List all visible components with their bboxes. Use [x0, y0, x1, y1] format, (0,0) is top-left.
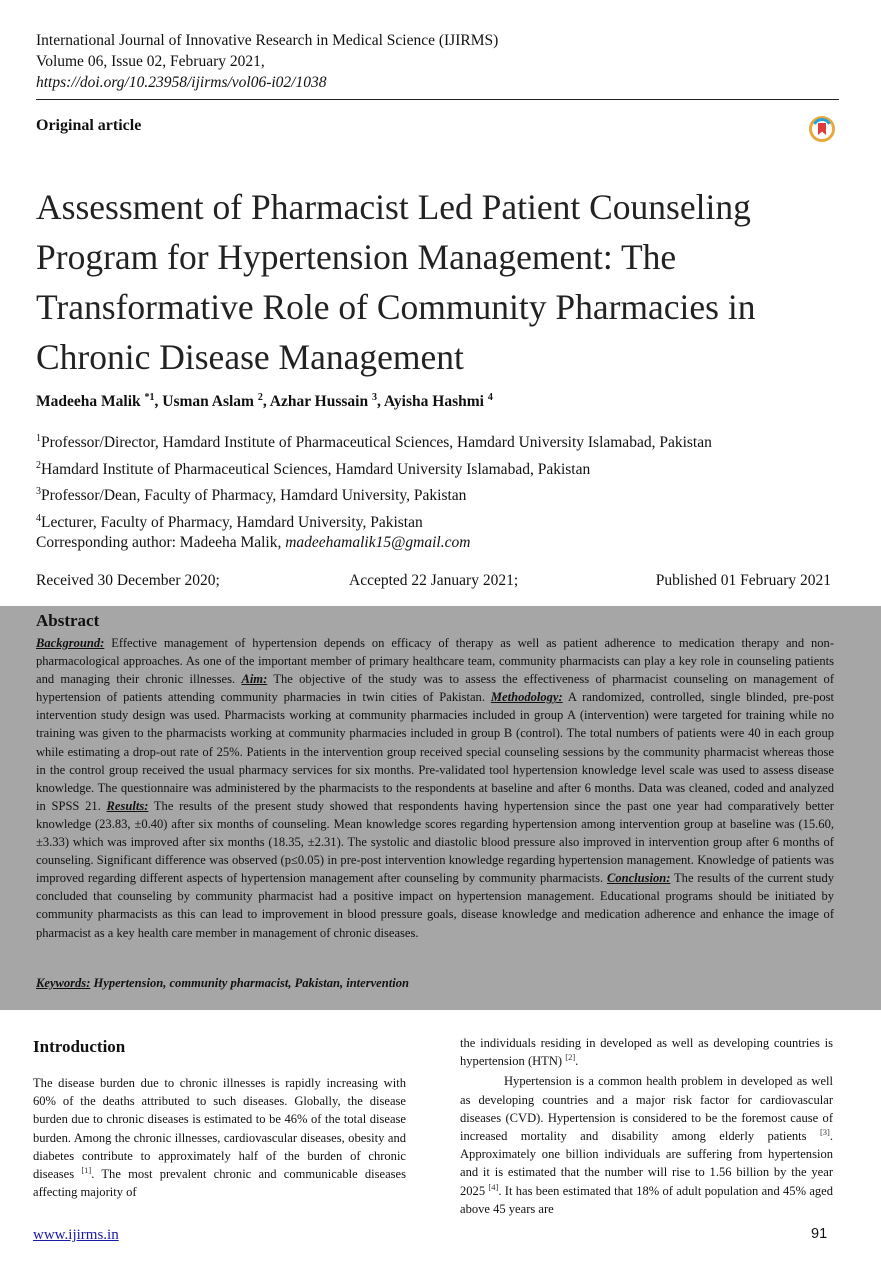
title-line: Chronic Disease Management	[36, 337, 464, 377]
author-list: Madeeha Malik $^{*1}$, Usman Aslam $^2$, Azhar Hussain $^3$, Ayisha Hashmi $^4$	[36, 392, 493, 411]
methodology-label: Methodology:	[490, 690, 563, 705]
author-name: Ayisha Hashmi	[383, 393, 484, 411]
title-line: Assessment of Pharmacist Led Patient Counseling	[36, 187, 751, 227]
author-mark: *1	[144, 392, 155, 403]
corresponding-label: Corresponding author: Madeeha Malik,	[36, 534, 286, 551]
citation-ref[interactable]: [4]	[488, 1181, 499, 1192]
author-mark: 2	[257, 392, 263, 403]
affiliation-item: $^1$Professor/Director, Hamdard Institute of Pharmaceutical Sciences, Hamdard University Islamabad, Pakistan	[36, 433, 712, 452]
article-type: Original article	[36, 117, 142, 134]
conclusion-label: Conclusion:	[606, 871, 671, 886]
citation-ref[interactable]: [2]	[565, 1052, 576, 1063]
accepted-date: Accepted 22 January 2021;	[349, 572, 519, 589]
page-number: 91	[811, 1226, 828, 1242]
affiliation-item: $^4$Lecturer, Faculty of Pharmacy, Hamdard University, Pakistan	[36, 512, 423, 532]
doi-link[interactable]: https://doi.org/10.23958/ijirms/vol06-i02/1038	[36, 74, 327, 91]
abstract-text: Background: Effective management of hypertension depends on efficacy of therapy as well as patient adherence to medication therapy and non-pharmacological approaches. As one of the important member of primary healthcare team, community pharmacists can play a key role in counseling patients and managing their chronic illnesses. Aim: The objective of the study was to assess the effectiveness of pharmacist counseling on management of hypertension of patients attending community pharmacies in twin cities of Pakistan. Methodology: A randomized, controlled, single blinded, pre-post intervention study design was used. Pharmacists working at community pharmacies included in group A (intervention) were targeted for training while no training was given to the pharmacists working at community pharmacies included in group B (control). The total numbers of patients were 40 in each group while estimating a drop-out rate of 25%. Patients in the intervention group received special counseling sessions by the community pharmacist whereas those in the control group received the usual pharmacy services for six months. Pre-validated tool hypertension knowledge level scale was used to assess disease knowledge. The questionnaire was administered by the pharmacists to the respondents at baseline and after 6 months. Data was cleaned, coded and analyzed in SPSS 21. Results: The results of the present study showed that respondents having hypertension since the past one year had comparatively better knowledge (23.83, ±0.40) after six months of counseling. Mean knowledge scores regarding hypertension among intervention group at baseline was (15.60, ±3.33) which was improved after six months (18.35, ±2.31). The systolic and diastolic blood pressure also improved in intervention group after 6 months of counseling. Significant difference was observed (p≤0.05) in pre-post intervention knowledge regarding hypertension management. Knowledge of patients was improved regarding different aspects of hypertension management after counseling by community pharmacists. Conclusion: The results of the current study concluded that counseling by community pharmacist had a positive impact on hypertension management. Educational programs should be initiated by community pharmacists as this can lead to improvement in blood pressure goals, disease knowledge and medication adherence and enhance the image of pharmacist as a key health care member in management of chronic diseases.	[36, 636, 835, 940]
affiliation-list	[36, 428, 712, 535]
abstract-heading: Abstract	[36, 611, 100, 630]
email-link[interactable]: madeehamalik15@gmail.com	[285, 534, 471, 551]
published-date: Published 01 February 2021	[655, 572, 831, 589]
title-line: Program for Hypertension Management: The	[36, 237, 677, 277]
header-divider	[36, 99, 839, 100]
title-line: Transformative Role of Community Pharmacies in	[36, 287, 756, 327]
affiliation-item: $^2$Hamdard Institute of Pharmaceutical Sciences, Hamdard University Islamabad, Pakistan	[36, 459, 591, 478]
author-mark: 3	[371, 392, 377, 403]
keywords	[36, 976, 409, 991]
footer-website-link[interactable]: www.ijirms.in	[33, 1227, 119, 1243]
paragraph: the individuals residing in developed as well as developing countries is hypertension (HTN) [2].	[460, 1036, 833, 1069]
paragraph: Hypertension is a common health problem in developed as well as developing countries and a major risk factor for cardiovascular diseases (CVD). Hypertension is considered to be the foremost cause of increased mortality and disability among elderly patients [3]. Approximately one billion individuals are suffering from hypertension and it is estimated that the number will rise to 1.56 billion by the year 2025 [4]. It has been estimated that 18% of adult population and 45% aged above 45 years are	[460, 1074, 834, 1216]
keywords-text: Hypertension, community pharmacist, Pakistan, intervention	[90, 976, 409, 990]
journal-volume: Volume 06, Issue 02, February 2021,	[36, 53, 265, 70]
background-label: Background:	[36, 636, 105, 650]
citation-ref[interactable]: [1]	[81, 1164, 92, 1175]
article-title	[36, 182, 846, 382]
results-label: Results:	[106, 798, 149, 813]
corresponding-author	[36, 534, 470, 552]
author-mark: 4	[487, 392, 493, 403]
introduction-heading: Introduction	[33, 1037, 126, 1056]
keywords-label: Keywords:	[36, 976, 91, 990]
affiliation-item: $^3$Professor/Dean, Faculty of Pharmacy, Hamdard University, Pakistan	[36, 486, 467, 505]
aim-label: Aim:	[241, 672, 268, 687]
author-name: Azhar Hussain	[269, 393, 369, 411]
intro-column-right	[460, 1034, 833, 1218]
received-date: Received 30 December 2020;	[36, 572, 220, 589]
author-name: Usman Aslam	[162, 393, 254, 411]
journal-header	[36, 30, 498, 93]
intro-column-left: The disease burden due to chronic illnesses is rapidly increasing with 60% of the deaths attributed to such diseases. Globally, the disease burden due to chronic diseases is estimated to be 46% of the total disease burden. Among the chronic illnesses, cardiovascular diseases, obesity and diabetes contribute to approximately half of the burden of chronic diseases [1]. The most prevalent chronic and communicable diseases affecting majority of	[33, 1076, 406, 1200]
crossmark-icon[interactable]	[809, 116, 835, 142]
journal-name: International Journal of Innovative Research in Medical Science (IJIRMS)	[36, 32, 499, 49]
citation-ref[interactable]: [3]	[819, 1126, 830, 1137]
author-name: Madeeha Malik	[36, 393, 141, 411]
publication-dates	[36, 572, 831, 594]
